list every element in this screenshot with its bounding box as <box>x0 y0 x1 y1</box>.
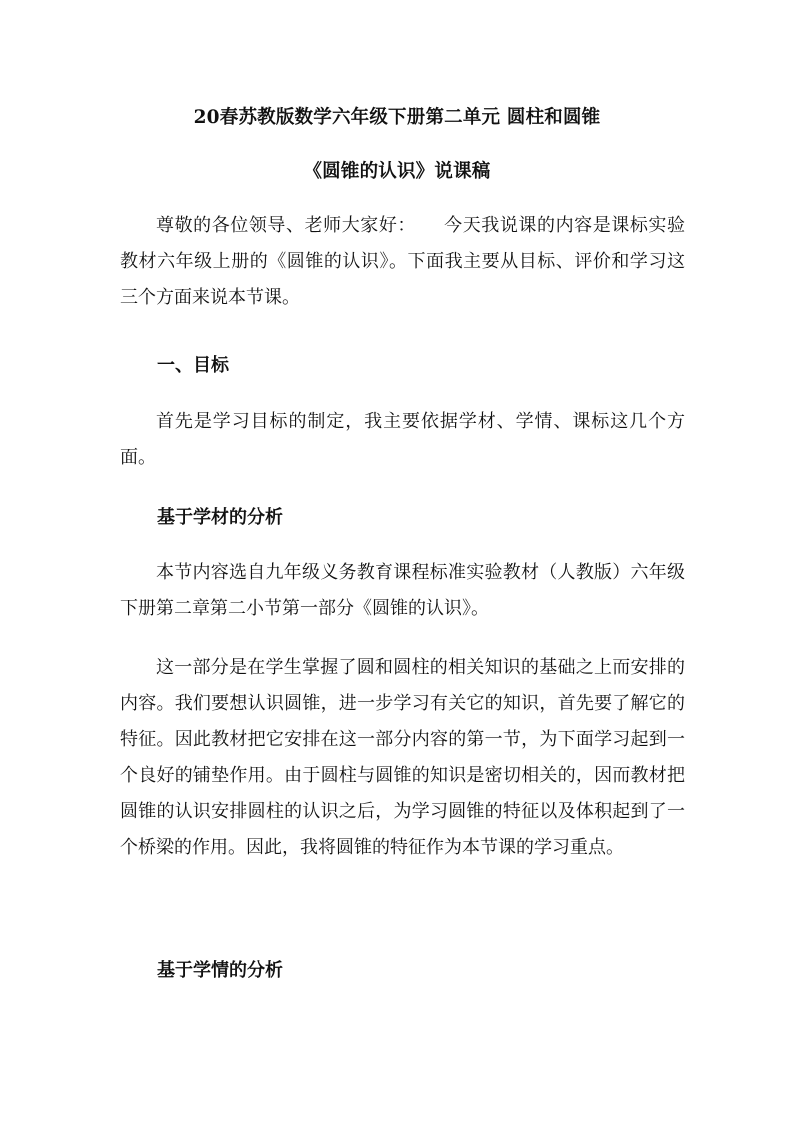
document-title: 20春苏教版数学六年级下册第二单元 圆柱和圆锥 <box>193 107 601 128</box>
goals-paragraph: 首先是学习目标的制定，我主要依据学材、学情、课标这几个方面。 <box>120 411 685 468</box>
section-heading-goals: 一、目标 <box>157 355 229 376</box>
material-paragraph: 本节内容选自九年级义务教育课程标准实验教材（人教版）六年级下册第二章第二小节第一部分《圆锥的认识》。 <box>120 562 685 619</box>
detail-paragraph: 这一部分是在学生掌握了圆和圆柱的相关知识的基础之上而安排的内容。我们要想认识圆锥，进一步学习有关它的知识，首先要了解它的特征。因此教材把它安排在这一部分内容的第一节，为下面学习起到一个良好的铺垫作用。由于圆柱与圆锥的知识是密切相关的，因而教材把圆锥的认识安排圆柱的认识之后，为学习圆锥的特征以及体积起到了一个桥梁的作用。因此，我将圆锥的特征作为本节课的学习重点。 <box>120 657 685 858</box>
subheading-learner-analysis: 基于学情的分析 <box>157 960 283 981</box>
subheading-material-analysis: 基于学材的分析 <box>157 507 283 528</box>
document-subtitle: 《圆锥的认识》说课稿 <box>303 161 491 182</box>
intro-paragraph: 尊敬的各位领导、老师大家好： 今天我说课的内容是课标实验教材六年级上册的《圆锥的认识》。下面我主要从目标、评价和学习这三个方面来说本节课。 <box>120 215 685 308</box>
